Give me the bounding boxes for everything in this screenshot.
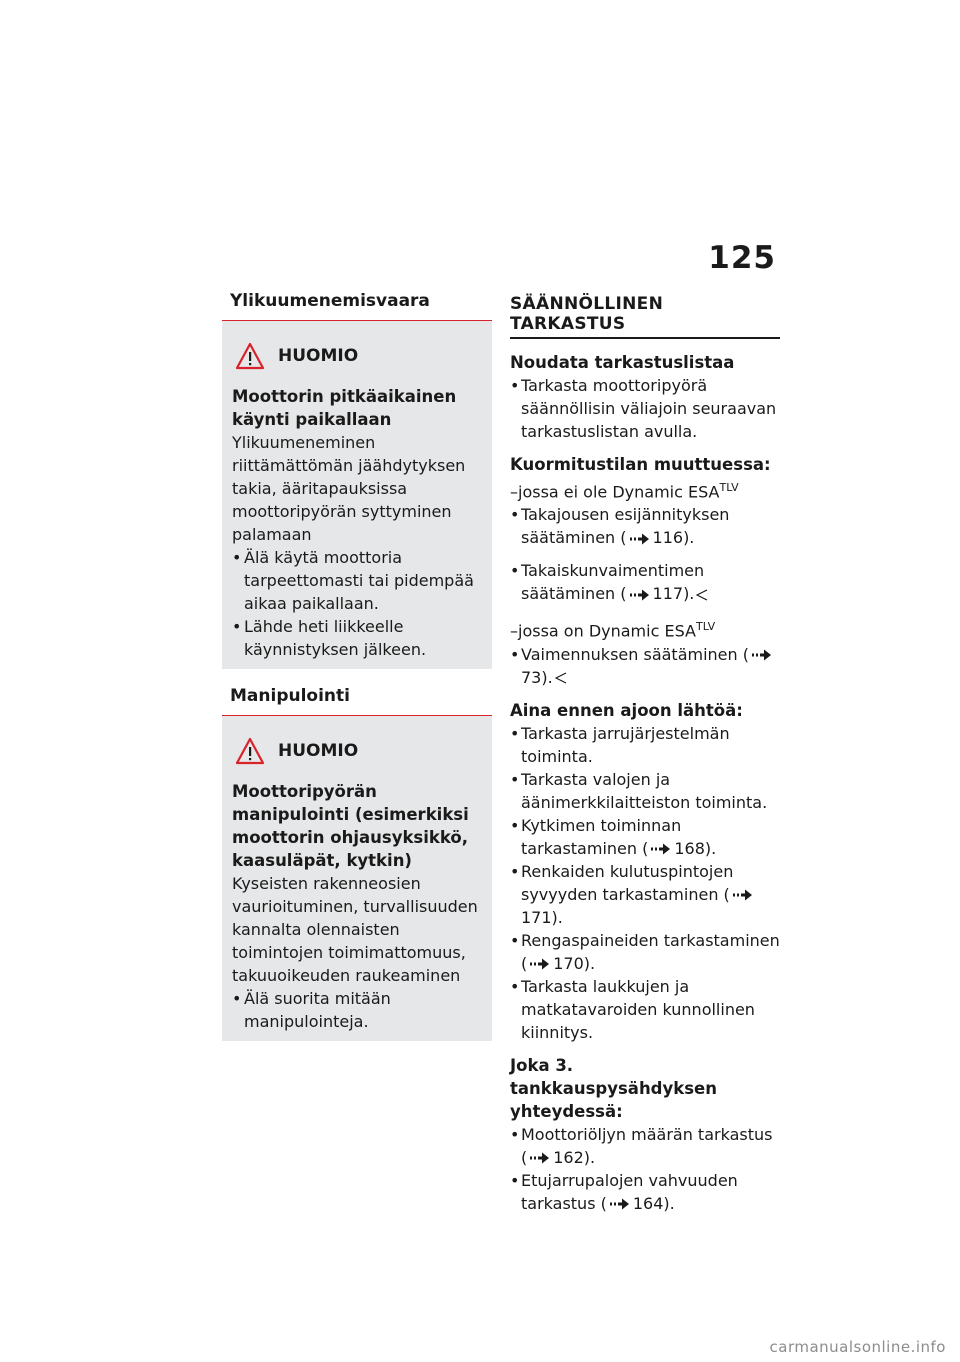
- warning-bullets: [232, 546, 482, 661]
- refuel-block: [510, 1054, 780, 1215]
- end-mark-icon: [696, 589, 708, 601]
- checklist-block: [510, 351, 780, 443]
- page-ref[interactable]: 117: [652, 584, 684, 604]
- page-number: 125: [708, 240, 776, 276]
- superscript: TLV: [695, 620, 716, 634]
- warning-triangle-icon: [232, 736, 274, 766]
- list-item: • Moottoriöljyn määrän tarkastus ( 162).: [510, 1123, 780, 1169]
- warning-title: HUOMIO: [278, 741, 359, 761]
- page-reference-arrow-icon: [630, 533, 650, 545]
- list-item: • Tarkasta jarrujärjestelmän toiminta.: [510, 722, 780, 768]
- list-item: • Lähde heti liikkeelle käynnistyksen jälkeen.: [232, 615, 482, 661]
- list-item: • Kytkimen toiminnan tarkastaminen ( 168).: [510, 814, 780, 860]
- list-item: • Älä käytä moottoria tarpeettomasti tai pidempää aikaa paikallaan.: [232, 546, 482, 615]
- right-column: [510, 294, 780, 1225]
- block-heading: Joka 3. tankkauspysähdyksen yhteydessä:: [510, 1055, 717, 1121]
- block-heading: Noudata tarkastuslistaa: [510, 353, 735, 372]
- page-ref[interactable]: 171: [521, 907, 552, 927]
- page-ref[interactable]: 73: [521, 667, 542, 687]
- warning-box-overheat: [222, 320, 492, 669]
- superscript: TLV: [719, 481, 739, 494]
- warning-header: [232, 736, 482, 766]
- page-reference-arrow-icon: [530, 958, 550, 970]
- list-item: • Tarkasta valojen ja äänimerkkilaitteiston toiminta.: [510, 768, 780, 814]
- warning-bullets: [232, 987, 482, 1033]
- list-item: • Älä suorita mitään manipulointeja.: [232, 987, 482, 1033]
- list-item: • Tarkasta moottoripyörä säännöllisin väliajoin seuraavan tarkastuslistan avulla.: [510, 374, 780, 443]
- page-reference-arrow-icon: [610, 1198, 630, 1210]
- warning-subject: Moottoripyörän manipulointi (esimerkiksi moottorin ohjausyksikkö, kaasuläpät, kytkin): [232, 782, 469, 870]
- left-column: [222, 290, 492, 1057]
- section-title-regular-check: SÄÄNNÖLLINEN TARKASTUS: [510, 294, 780, 339]
- variant-label: –jossa ei ole Dynamic $ESA^{TLV}$: [510, 481, 739, 502]
- warning-text: Ylikuumeneminen riittämättömän jäähdytyksen takia, ääritapauksissa moottoripyörän syttyminen palamaan: [232, 433, 466, 544]
- list-item: • Vaimennuksen säätäminen (73).: [510, 643, 780, 689]
- page-reference-arrow-icon: [733, 889, 753, 901]
- warning-subject: Moottorin pitkäaikainen käynti paikallaan: [232, 387, 457, 429]
- warning-header: [232, 341, 482, 371]
- list-item: • Tarkasta laukkujen ja matkatavaroiden kunnollinen kiinnitys.: [510, 975, 780, 1044]
- load-change-block: [510, 453, 780, 689]
- page-ref[interactable]: 168: [674, 838, 705, 858]
- warning-box-manipulation: [222, 715, 492, 1041]
- end-mark-icon: [555, 672, 567, 684]
- warning-title: HUOMIO: [278, 346, 359, 366]
- list-item: • Rengaspaineiden tarkastaminen ( 170).: [510, 929, 780, 975]
- section-heading-overheat: Ylikuumenemisvaara: [230, 291, 430, 311]
- watermark: carmanualsonline.info: [769, 1338, 946, 1356]
- page-reference-arrow-icon: [651, 843, 671, 855]
- list-item: • Renkaiden kulutuspintojen syvyyden tarkastaminen (171).: [510, 860, 780, 929]
- page-ref[interactable]: 164: [632, 1193, 664, 1213]
- page-reference-arrow-icon: [530, 1152, 550, 1164]
- page-ref[interactable]: 170: [553, 953, 584, 973]
- warning-text: Kyseisten rakenneosien vaurioituminen, turvallisuuden kannalta olennaisten toimintojen toimimattomuus, takuuoikeuden raukeaminen: [232, 874, 478, 985]
- list-item: • Etujarrupalojen vahvuuden tarkastus ( 164).: [510, 1169, 780, 1215]
- page-reference-arrow-icon: [752, 649, 772, 661]
- list-item: • Takaiskunvaimentimen säätäminen ( 117).: [510, 559, 780, 605]
- block-heading: Aina ennen ajoon lähtöä:: [510, 700, 743, 720]
- page-reference-arrow-icon: [630, 589, 650, 601]
- warning-triangle-icon: [232, 341, 274, 371]
- list-item: • Takajousen esijännityksen säätäminen ( 116).: [510, 503, 780, 549]
- section-heading-manipulation: Manipulointi: [230, 686, 350, 706]
- page-ref[interactable]: 162: [553, 1147, 584, 1167]
- before-ride-block: [510, 699, 780, 1044]
- block-heading: Kuormitustilan muuttuessa:: [510, 455, 771, 474]
- page-ref[interactable]: 116: [652, 528, 684, 548]
- variant-label: –jossa on Dynamic $ESA^{TLV}$: [510, 620, 716, 641]
